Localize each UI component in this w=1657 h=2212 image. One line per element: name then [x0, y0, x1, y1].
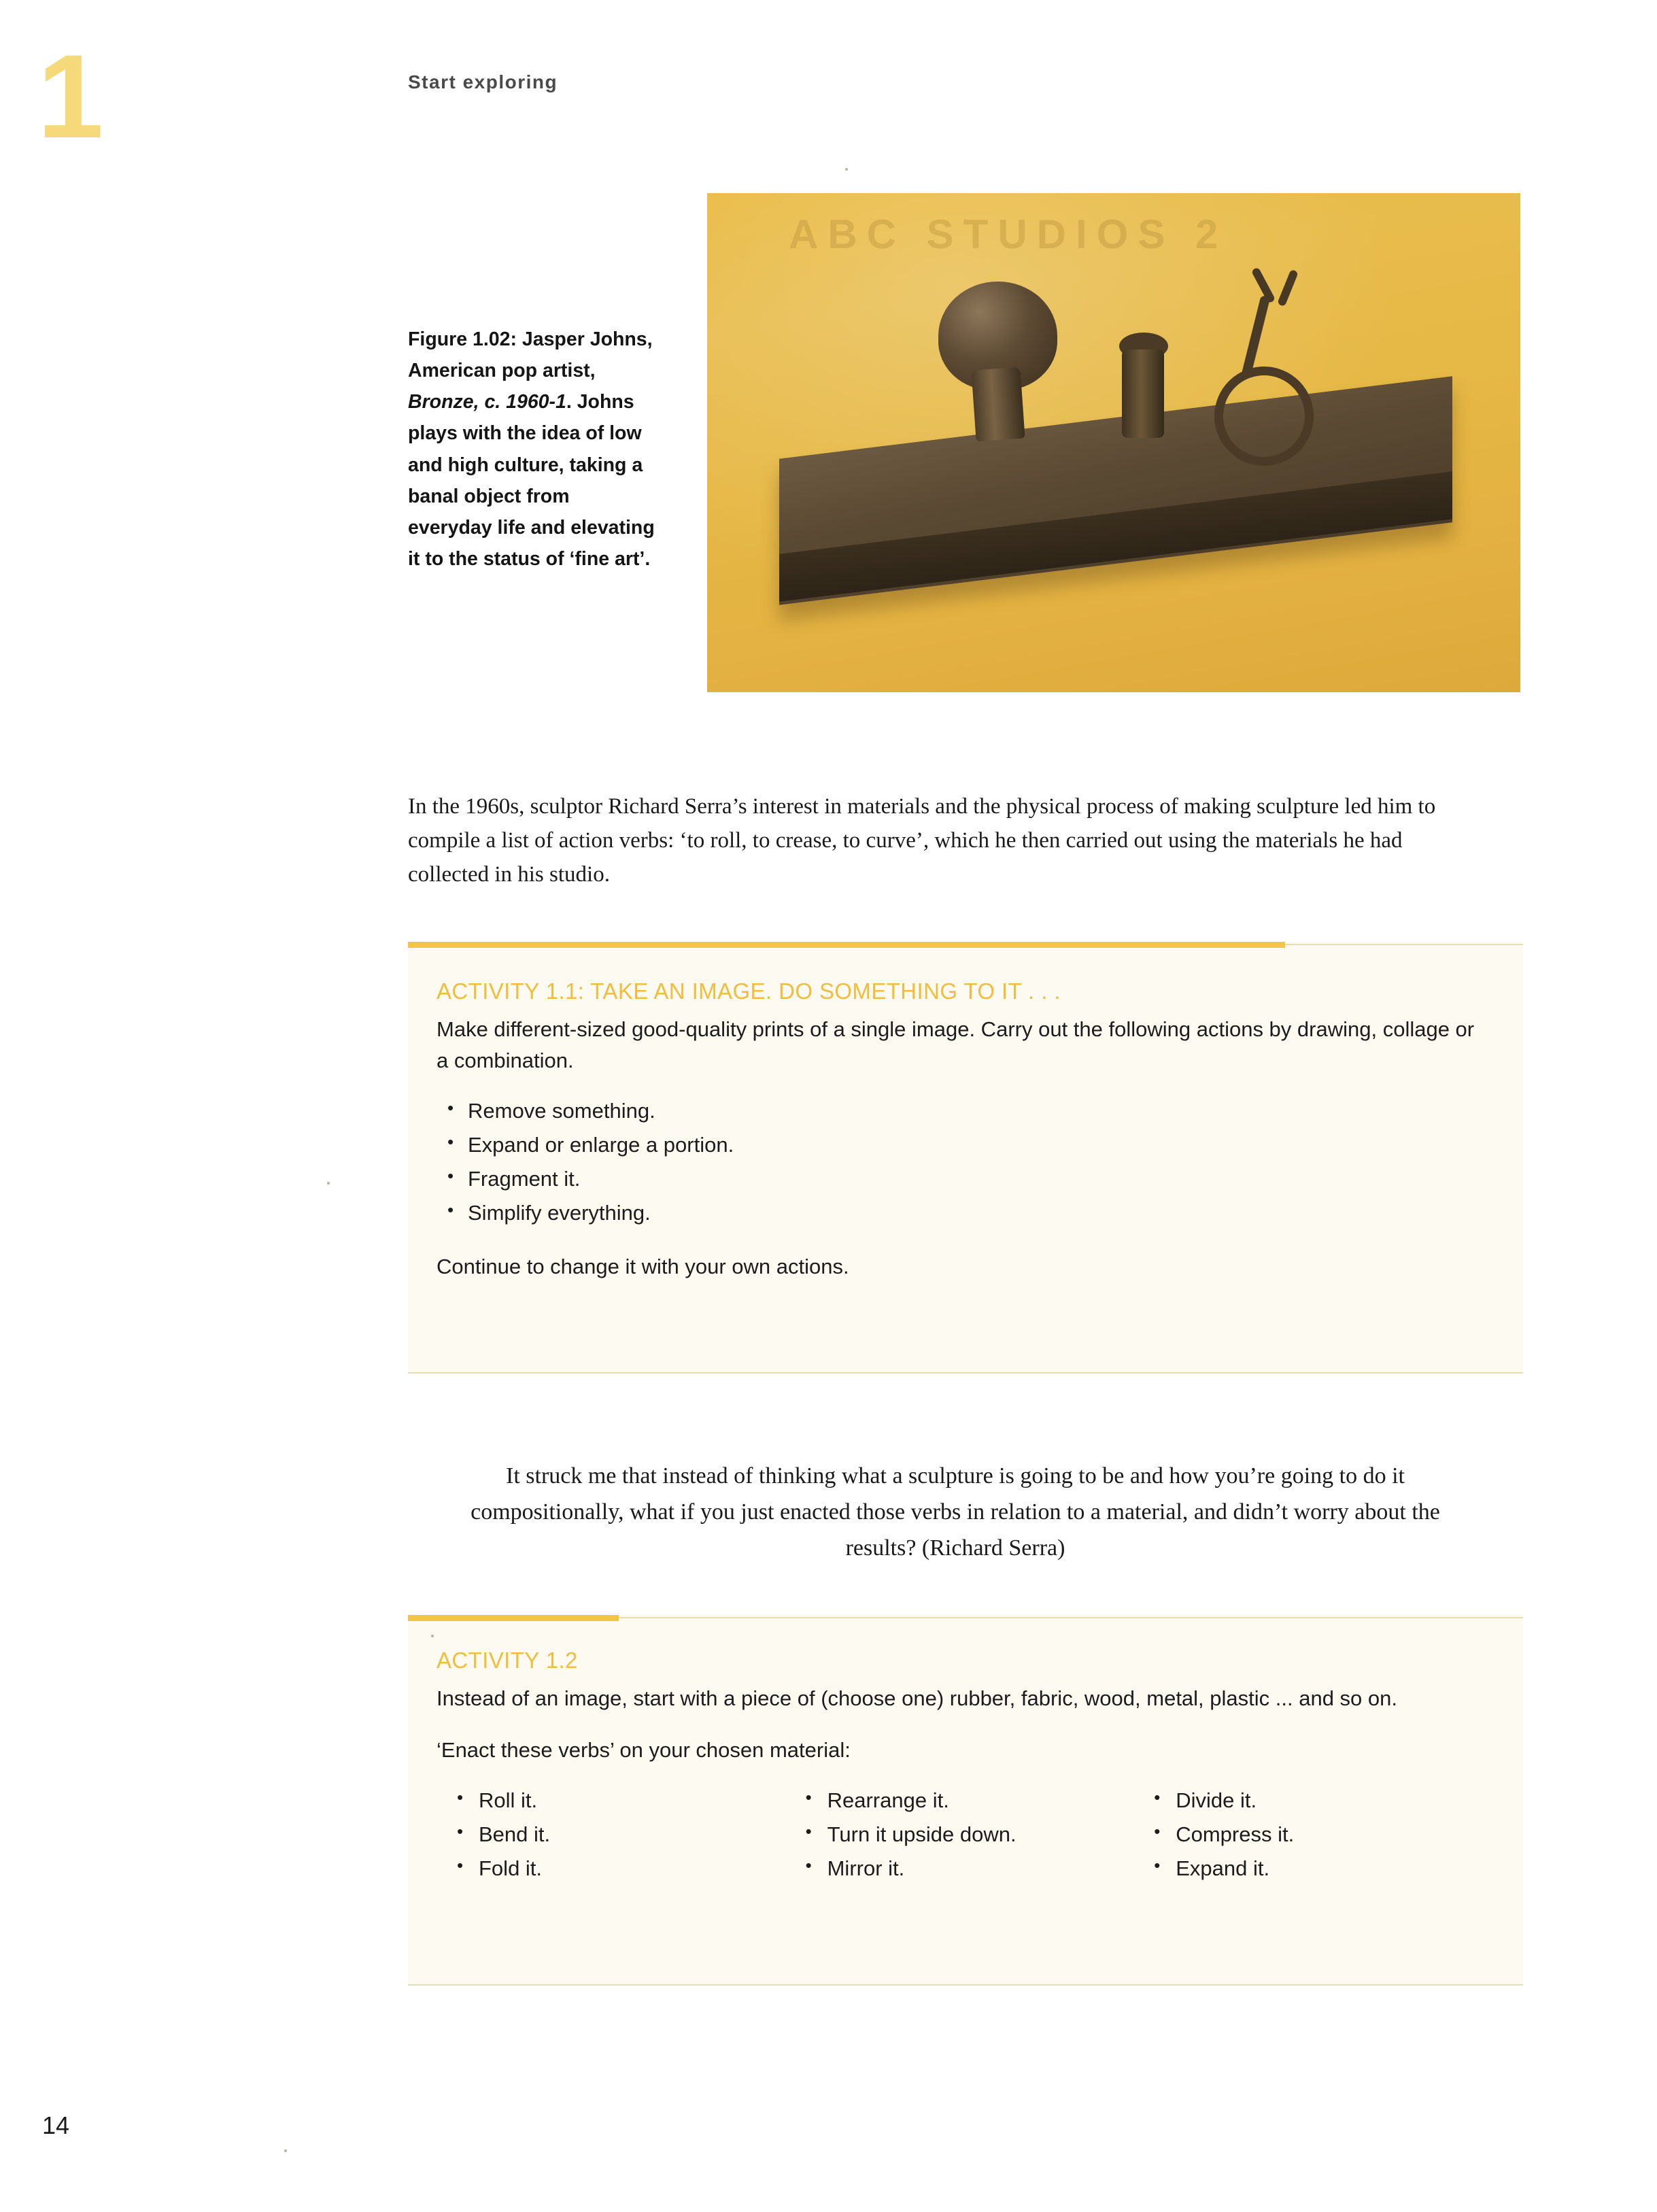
activity-1-1-bottom-rule — [408, 1372, 1523, 1374]
verb-column-1 — [437, 1784, 785, 1886]
wire-tail — [1242, 295, 1271, 377]
verb-column-3 — [1133, 1784, 1482, 1886]
light-bulb-neck — [971, 367, 1025, 442]
activity-1-2-title: ACTIVITY 1.2 — [437, 1648, 578, 1673]
scan-speck — [327, 1182, 330, 1185]
running-head: Start exploring — [408, 71, 558, 92]
activity-1-1-list — [437, 1094, 1482, 1231]
pull-quote-richard-serra: It struck me that instead of thinking what a sculpture is going to be and how you’re going to do it compositionally, what if you just enacted those verbs in relation to a material, and didn’t worry about the results? (Richard Serra) — [471, 1463, 1440, 1561]
activity-1-1-top-rule — [408, 942, 1285, 948]
scan-speck — [431, 1635, 434, 1637]
scan-speck — [845, 168, 848, 171]
list-item: • Bend it. — [437, 1818, 785, 1852]
activity-1-1-closing: Continue to change it with your own actions. — [437, 1254, 849, 1278]
activity-1-1-top-rule-thin — [1285, 944, 1523, 945]
activity-1-2-list-1 — [437, 1784, 785, 1886]
activity-1-2-bottom-rule — [408, 1984, 1523, 1986]
figure-caption-artwork-title: Bronze, — [408, 391, 479, 413]
activity-1-2-intro: Instead of an image, start with a piece of (choose one) rubber, fabric, wood, metal, plastic ... and so on. — [437, 1686, 1397, 1710]
figure-caption-line-2: Johns, American — [408, 328, 653, 382]
verb-column-2 — [785, 1784, 1134, 1886]
activity-1-2-list-2 — [785, 1784, 1134, 1886]
activity-box-1-1 — [408, 942, 1523, 1374]
figure-image-jasper-johns-bronze — [707, 193, 1520, 692]
activity-box-1-2 — [408, 1615, 1523, 1986]
figure-caption — [408, 324, 656, 575]
figure-caption-line-3: pop artist, — [501, 360, 596, 382]
activity-1-2-list-3 — [1133, 1784, 1482, 1886]
figure-caption-date: c. 1960-1 — [484, 391, 566, 413]
page-number: 14 — [42, 2111, 70, 2139]
figure-caption-line-1: Figure 1.02: Jasper — [408, 328, 585, 350]
list-item: • Mirror it. — [785, 1852, 1134, 1886]
list-item: • Fold it. — [437, 1852, 785, 1886]
figure-caption-rest: plays with the idea of low and high culture, taking a banal object from everyday life and elevating it to the status of ‘fine art’. — [408, 422, 655, 571]
list-item: • Turn it upside down. — [785, 1818, 1134, 1852]
photo-background-text: ABC STUDIOS 2 — [789, 211, 1228, 257]
list-item: • Remove something. — [437, 1094, 1482, 1128]
list-item: • Divide it. — [1133, 1784, 1482, 1818]
list-item: • Simplify everything. — [437, 1196, 1482, 1230]
activity-1-1-title: ACTIVITY 1.1: TAKE AN IMAGE. DO SOMETHING TO IT . . . — [437, 979, 1061, 1004]
list-item: • Expand or enlarge a portion. — [437, 1128, 1482, 1162]
list-item: • Fragment it. — [437, 1162, 1482, 1196]
chapter-number: 1 — [37, 31, 100, 163]
activity-1-2-top-rule-thin — [619, 1617, 1523, 1618]
list-item: • Expand it. — [1133, 1852, 1482, 1886]
figure-caption-line-5: . Johns — [566, 391, 634, 413]
activity-1-2-lead-in: ‘Enact these verbs’ on your chosen material: — [437, 1737, 851, 1762]
list-item: • Compress it. — [1133, 1818, 1482, 1852]
activity-1-2-top-rule — [408, 1615, 619, 1621]
wire-prong-right — [1277, 269, 1299, 307]
list-item: • Roll it. — [437, 1784, 785, 1818]
list-item: • Rearrange it. — [785, 1784, 1134, 1818]
socket-body — [1122, 350, 1164, 438]
intro-paragraph: In the 1960s, sculptor Richard Serra’s interest in materials and the physical process of making sculpture led him to compile a list of action verbs: ‘to roll, to crease, to curve’, which he then carried out using the materials he had collected in his studio. — [408, 794, 1436, 887]
activity-1-1-intro: Make different-sized good-quality prints of a single image. Carry out the following actions by drawing, collage or a combination. — [437, 1017, 1475, 1072]
scan-speck — [284, 2149, 287, 2152]
activity-1-2-verb-columns — [437, 1784, 1482, 1886]
